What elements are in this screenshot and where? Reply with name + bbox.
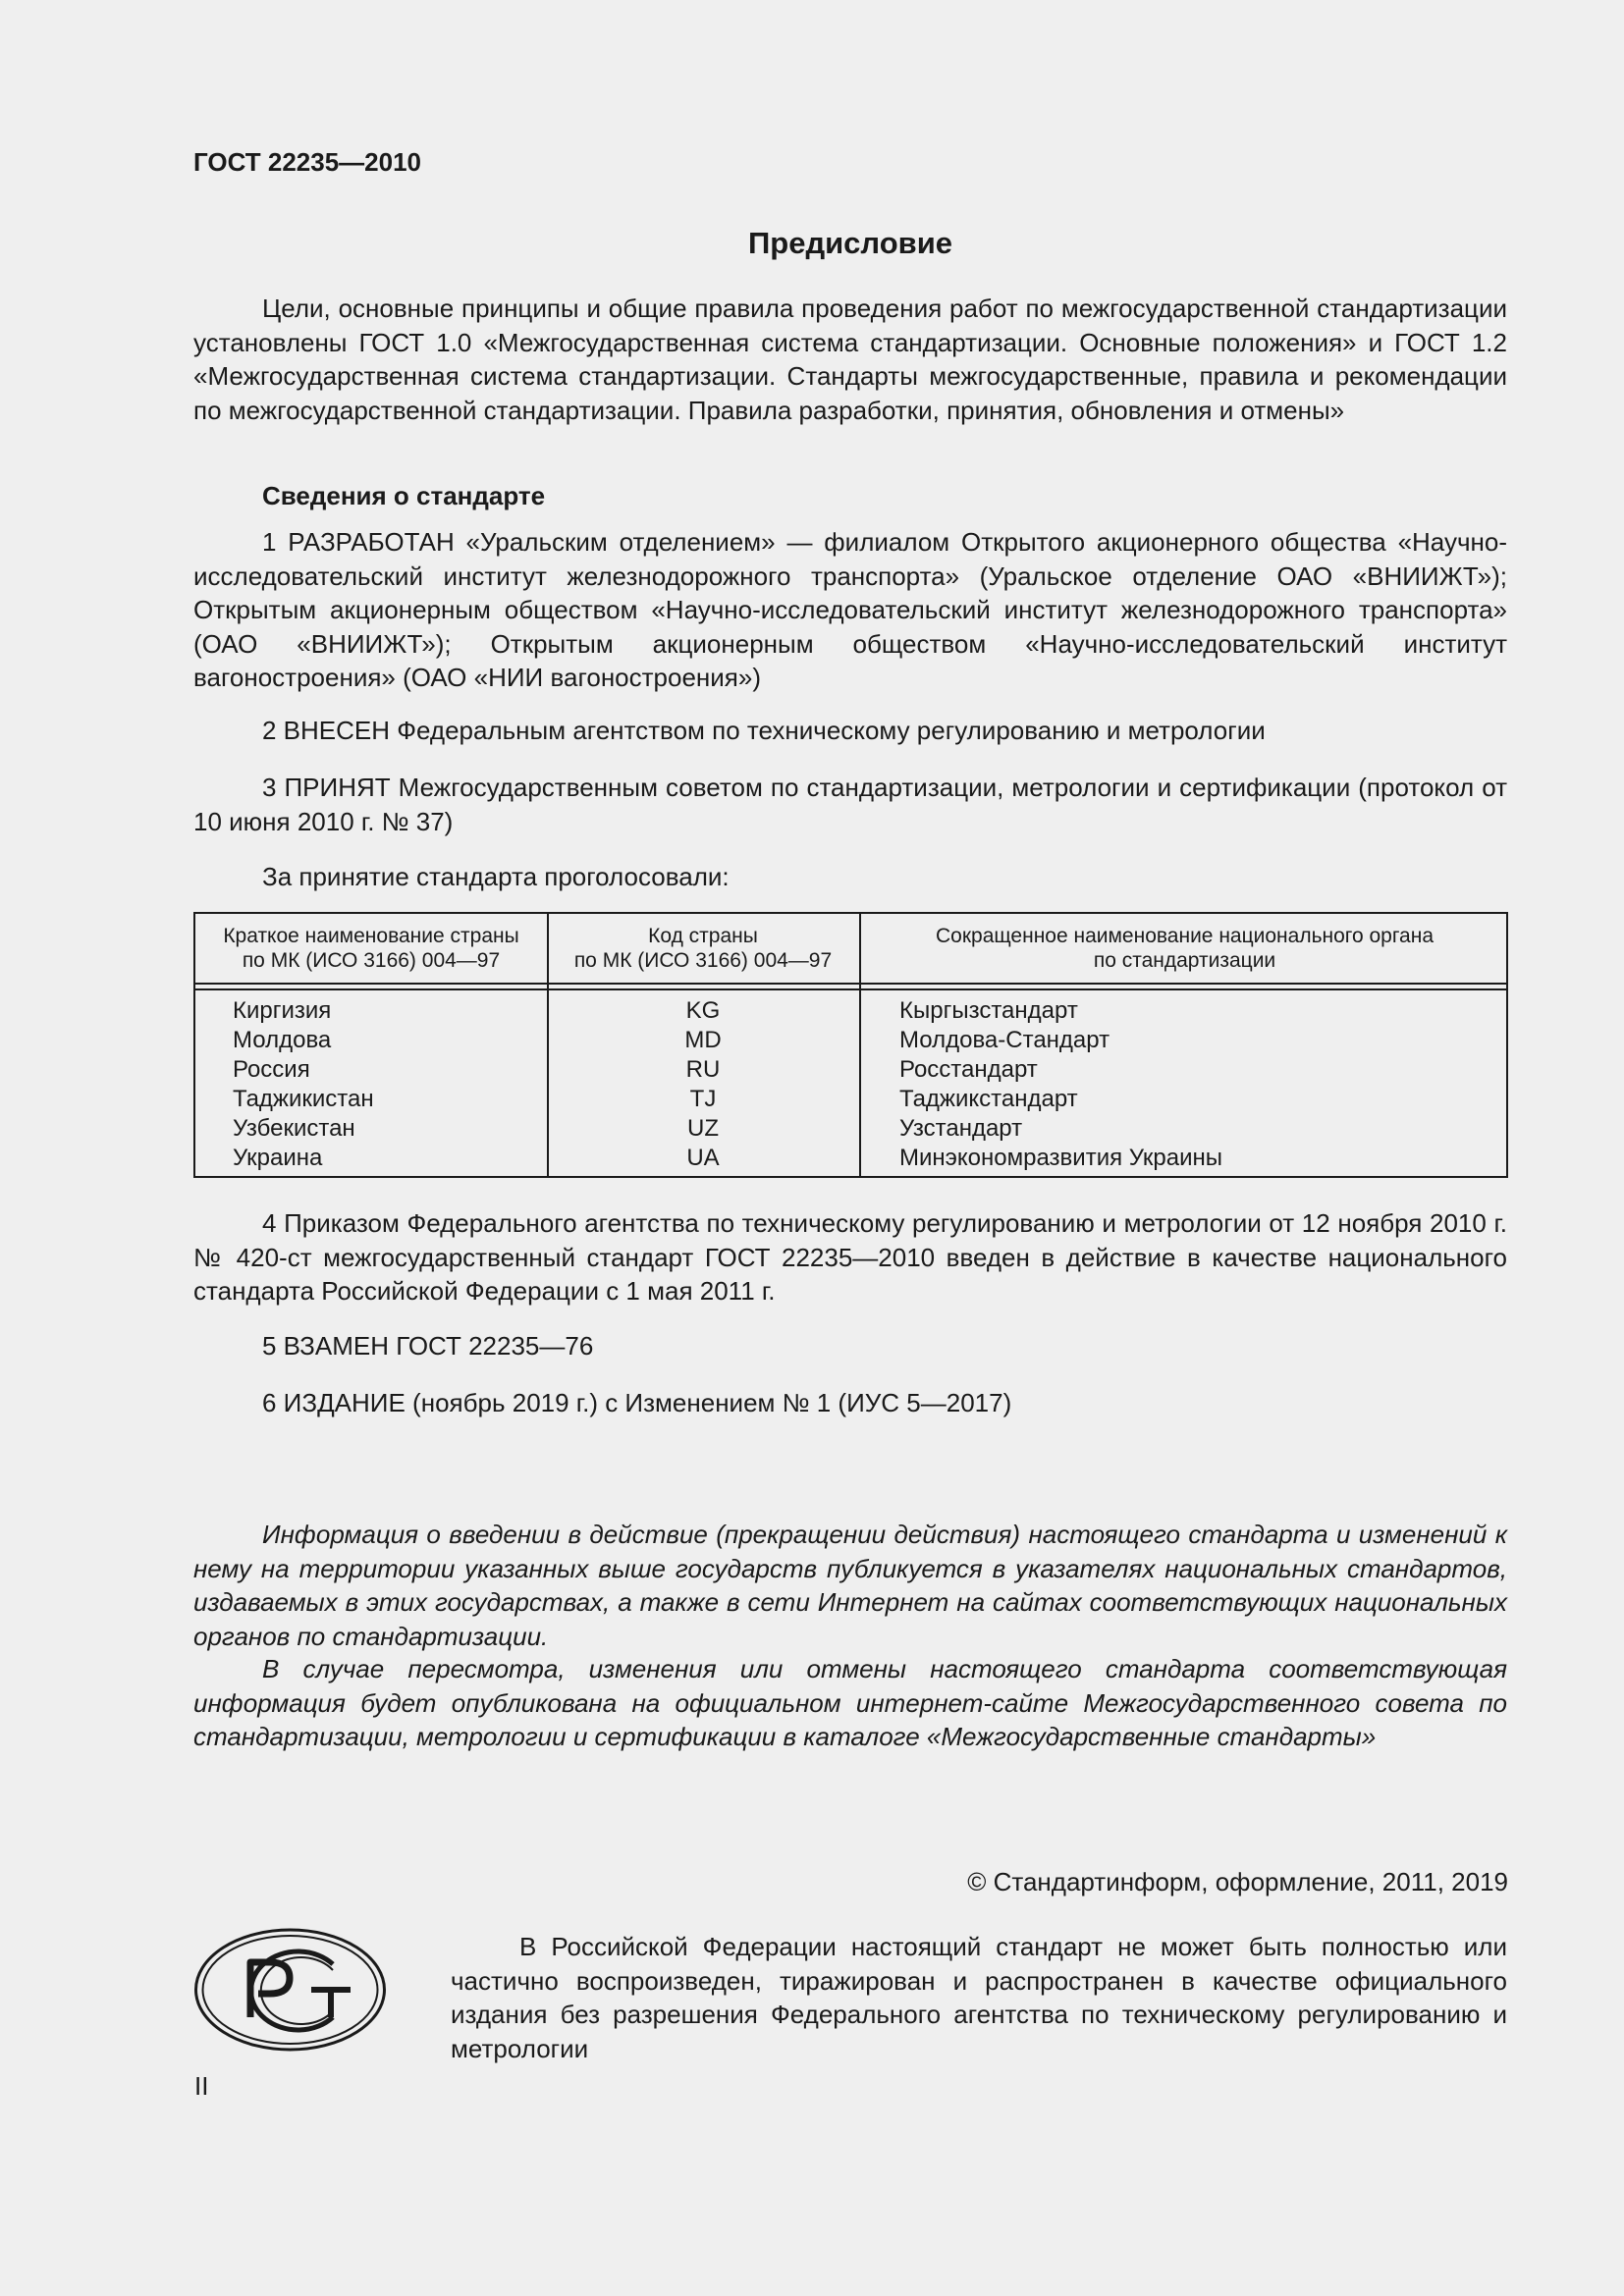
table-cell-country: Украина <box>233 1145 323 1171</box>
table-cell-body: Минэкономразвития Украины <box>899 1145 1223 1171</box>
table-cell-country: Таджикистан <box>233 1086 374 1112</box>
item-5-replaces: 5 ВЗАМЕН ГОСТ 22235—76 <box>262 1331 594 1361</box>
header-code-line2: по МК (ИСО 3166) 004—97 <box>573 949 833 972</box>
table-cell-code: UZ <box>687 1115 719 1142</box>
rst-certification-logo-icon <box>193 1927 387 2053</box>
header-code-line1: Код страны <box>648 925 758 947</box>
item-2-introduced: 2 ВНЕСЕН Федеральным агентством по техническому регулированию и метрологии <box>262 716 1266 745</box>
country-column <box>233 996 374 1173</box>
standard-code-header: ГОСТ 22235—2010 <box>193 147 421 177</box>
table-cell-body: Росстандарт <box>899 1056 1038 1083</box>
notice-paragraph-2: В случае пересмотра, изменения или отмены настоящего стандарта соответствующая информация будет опубликована на официальном интернет-сайте Межгосударственного совета по стандартизации, метрологии и сертификации в каталоге «Межгосударственные стандарты» <box>193 1654 1507 1751</box>
legal-notice: В Российской Федерации настоящий стандарт не может быть полностью или частично воспроизведен, тиражирован и распространен в качестве официального издания без разрешения Федерального агентства по техническому регулированию и метрологии <box>451 1932 1507 2063</box>
voting-table <box>193 912 1508 1178</box>
header-country <box>195 924 547 973</box>
notice-paragraph-1: Информация о введении в действие (прекращении действия) настоящего стандарта и изменений к нему на территории указанных выше государств публикуется в указателях национальных стандартов, издаваемых в этих государствах, а также в сети Интернет на сайтах соответствующих национальных органов по стандартизации. <box>193 1520 1507 1651</box>
table-cell-country: Россия <box>233 1056 310 1083</box>
item-1-developed: 1 РАЗРАБОТАН «Уральским отделением» — филиалом Открытого акционерного общества «Научно-исследовательский институт железнодорожного транспорта» (Уральское отделение ОАО «ВНИИЖТ»); Открытым акционерным обществом «Научно-исследовательский институт железнодорожного транспорта» (ОАО «ВНИИЖТ»); Открытым акционерным обществом «Научно-исследовательский институт вагоностроения» (ОАО «НИИ вагоностроения») <box>193 527 1507 692</box>
table-cell-country: Узбекистан <box>233 1115 355 1142</box>
table-cell-code: KG <box>685 997 721 1024</box>
header-code <box>547 924 859 973</box>
table-header-rule <box>195 988 1506 990</box>
vote-intro: За принятие стандарта проголосовали: <box>262 862 730 891</box>
page-number: II <box>194 2071 209 2101</box>
info-heading: Сведения о стандарте <box>262 481 546 510</box>
table-cell-body: Таджикстандарт <box>899 1086 1078 1112</box>
item-3-adopted: 3 ПРИНЯТ Межгосударственным советом по стандартизации, метрологии и сертификации (протокол от 10 июня 2010 г. № 37) <box>193 773 1507 836</box>
table-cell-code: MD <box>684 1027 722 1053</box>
table-cell-country: Молдова <box>233 1027 332 1053</box>
page-title: Предисловие <box>747 226 952 260</box>
header-body <box>859 924 1510 973</box>
header-country-line2: по МК (ИСО 3166) 004—97 <box>242 949 501 972</box>
table-cell-body: Кыргызстандарт <box>899 997 1078 1024</box>
item-6-edition: 6 ИЗДАНИЕ (ноябрь 2019 г.) с Изменением № 1 (ИУС 5—2017) <box>262 1388 1012 1417</box>
header-body-line2: по стандартизации <box>1093 949 1276 972</box>
body-column <box>899 996 1222 1173</box>
table-cell-body: Молдова-Стандарт <box>899 1027 1110 1053</box>
table-cell-code: RU <box>685 1056 721 1083</box>
copyright-line: © Стандартинформ, оформление, 2011, 2019 <box>967 1867 1508 1896</box>
intro-paragraph: Цели, основные принципы и общие правила проведения работ по межгосударственной стандартизации установлены ГОСТ 1.0 «Межгосударственная система стандартизации. Основные положения» и ГОСТ 1.2 «Межгосударственная система стандартизации. Стандарты межгосударственные, правила и рекомендации по межгосударственной стандартизации. Правила разработки, принятия, обновления и отмены» <box>193 294 1507 425</box>
table-cell-code: TJ <box>689 1086 717 1112</box>
table-cell-body: Узстандарт <box>899 1115 1023 1142</box>
table-header-rule <box>195 983 1506 985</box>
code-column <box>547 996 859 1173</box>
header-country-line1: Краткое наименование страны <box>223 925 519 947</box>
table-cell-code: UA <box>686 1145 720 1171</box>
header-body-line1: Сокращенное наименование национального органа <box>935 925 1435 947</box>
item-4-order: 4 Приказом Федерального агентства по техническому регулированию и метрологии от 12 ноября 2010 г. № 420-ст межгосударственный стандарт ГОСТ 22235—2010 введен в действие в качестве национального стандарта Российской Федерации с 1 мая 2011 г. <box>193 1208 1507 1306</box>
table-cell-country: Киргизия <box>233 997 332 1024</box>
